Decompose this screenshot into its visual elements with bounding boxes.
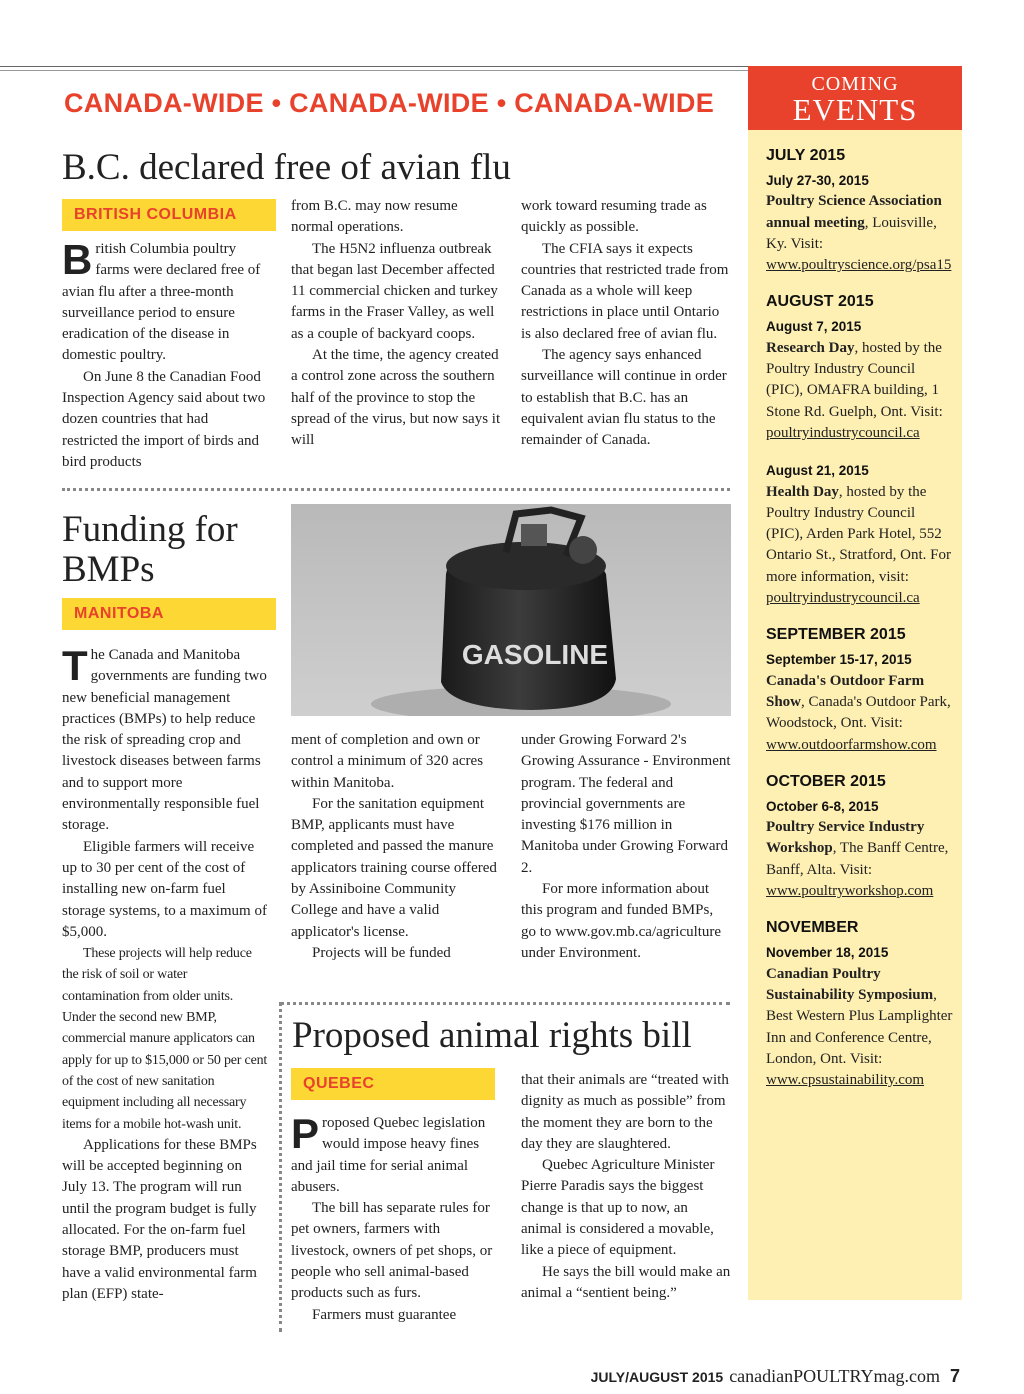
article3-paragraph: Farmers must guarantee [312, 1306, 457, 1323]
article3-headline: Proposed animal rights bill [292, 1015, 692, 1056]
dotted-divider [62, 488, 730, 491]
event-link[interactable]: www.poultryscience.org/psa15 [766, 257, 952, 274]
article1-column-2 [291, 196, 501, 452]
article3-column-2 [521, 1070, 731, 1304]
section-banner: CANADA-WIDE • CANADA-WIDE • CANADA-WIDE [64, 88, 715, 118]
event-link[interactable]: poultryindustrycouncil.ca [766, 424, 920, 441]
article2-paragraph: Eligible farmers will receive up to 30 per cent of the cost of installing new on-farm fuel storage systems, to a maximum of $5,000. [62, 838, 267, 940]
article2-paragraph: ment of completion and own or control a minimum of 320 acres within Manitoba. [291, 732, 484, 791]
event-item [766, 316, 954, 444]
article1-paragraph: The agency says enhanced surveillance will continue in order to establish that B.C. has an equivalent avian flu status to the remainder of Canada. [521, 347, 727, 449]
article1-paragraph: On June 8 the Canadian Food Inspection Agency said about two dozen countries that had restricted the import of birds and bird products [62, 368, 266, 470]
article3-paragraph: The bill has separate rules for pet owners, farmers with livestock, owners of pet shops, or people who sell animal-based products such as furs. [291, 1200, 493, 1302]
article1-paragraph: The H5N2 influenza outbreak that began last December affected 11 commercial chicken and turkey farms in the Fraser Valley, as well as a couple of backyard coops. [291, 240, 498, 342]
event-date: October 6-8, 2015 [766, 798, 879, 814]
gasoline-can-image [291, 504, 731, 716]
event-name: Poultry Service Industry Workshop [766, 819, 925, 857]
month-heading: OCTOBER 2015 [766, 772, 886, 790]
page-number: 7 [949, 1366, 960, 1386]
month-heading: AUGUST 2015 [766, 293, 874, 311]
article1-paragraph: work toward resuming trade as quickly as possible. [521, 198, 707, 236]
article3-column-1 [291, 1110, 499, 1326]
article2-column-1 [62, 642, 268, 1305]
article3-paragraph: Quebec Agriculture Minister Pierre Paradis says the biggest change is that up to now, an animal is considered a movable, like a piece of equipment. [521, 1157, 715, 1259]
event-detail: , Louisville, Ky. Visit: [766, 214, 937, 252]
article3-paragraph: that their animals are “treated with dignity as much as possible” from the moment they are born to the day they are slaughtered. [521, 1072, 729, 1152]
event-date: September 15-17, 2015 [766, 652, 912, 668]
event-link[interactable]: www.poultryworkshop.com [766, 883, 934, 900]
article2-paragraph: These projects will help reduce the risk of soil or water contamination from older units. Under the second new BMP, commercial manure applicators can apply for up to $15,000 or 50 per cent of the cost of new sanitation equipment including all necessary items for a mobile hot-wash unit. [62, 946, 268, 1132]
events-label: EVENTS [792, 92, 918, 127]
article2-paragraph: For the sanitation equipment BMP, applicants must have completed and passed the manure applicators training course offered by Assiniboine Community College and have a valid applicator's license. [291, 795, 497, 940]
drop-cap: P [291, 1110, 320, 1157]
drop-cap: B [62, 236, 93, 283]
article3-region-tag: QUEBEC [291, 1068, 495, 1100]
event-date: August 7, 2015 [766, 319, 862, 335]
article2-region-tag: MANITOBA [62, 598, 276, 630]
page-footer [580, 1366, 960, 1387]
event-link[interactable]: poultryindustrycouncil.ca [766, 590, 920, 607]
coming-label: COMING [811, 73, 899, 95]
dotted-divider [280, 1002, 730, 1005]
article1-paragraph: from B.C. may now resume normal operations. [291, 198, 458, 236]
event-detail: , Canada's Outdoor Park, Woodstock, Ont. Visit: [766, 693, 951, 732]
photo-label-text: GASOLINE [461, 639, 609, 670]
event-link[interactable]: www.outdoorfarmshow.com [766, 736, 937, 753]
article1-headline: B.C. declared free of avian flu [62, 147, 511, 188]
event-name: Canadian Poultry Sustainability Symposium [766, 965, 934, 1003]
event-date: November 18, 2015 [766, 945, 889, 961]
event-name: Canada's Outdoor Farm Show [766, 672, 925, 710]
drop-cap: T [62, 642, 88, 689]
event-date: July 27-30, 2015 [766, 173, 869, 188]
article2-paragraph: The Canada and Manitoba governments are funding two new beneficial management practices (BMPs) to help reduce the risk of spreading crop and livestock diseases between farms and to support more environmentally responsible fuel storage. [62, 642, 267, 834]
article2-paragraph: under Growing Forward 2's Growing Assurance - Environment program. The federal and provincial governments are investing $176 million in Manitoba under Growing Forward 2. [521, 732, 731, 876]
article2-paragraph: Applications for these BMPs will be accepted beginning on July 13. The program will run until the program budget is fully allocated. For the on-farm fuel storage BMP, producers must have a valid environmental farm plan (EFP) state- [62, 1136, 257, 1302]
article1-paragraph: At the time, the agency created a control zone across the southern half of the province to stop the spread of the virus, but now says it will [291, 347, 501, 449]
month-heading: NOVEMBER [766, 919, 859, 937]
event-detail: , Best Western Plus Lamplighter Inn and Conference Centre, London, Ont. Visit: [766, 986, 953, 1067]
event-name: Poultry Science Association annual meeting [766, 193, 942, 231]
month-heading: SEPTEMBER 2015 [766, 626, 906, 644]
article1-paragraph: British Columbia poultry farms were declared free of avian flu after a three-month surveillance period to ensure eradication of the disease in domestic poultry. [62, 236, 261, 364]
top-rule-inner [0, 70, 748, 71]
article1-region-tag: BRITISH COLUMBIA [62, 199, 276, 231]
article1-column-1 [62, 236, 266, 473]
article3-paragraph: He says the bill would make an animal a “sentient being.” [521, 1263, 731, 1301]
event-detail: , hosted by the Poultry Industry Council (PIC), Arden Park Hotel, 552 Ontario St., Stratford, Ont. For more information, visit: [766, 483, 951, 585]
event-link[interactable]: www.cpsustainability.com [766, 1072, 925, 1089]
article1-column-3 [521, 196, 731, 452]
article3-paragraph: Proposed Quebec legislation would impose heavy fines and jail time for serial animal abusers. [291, 1110, 486, 1195]
article2-column-2 [291, 730, 501, 964]
events-list [766, 146, 954, 1101]
issue-date: JULY/AUGUST 2015 [590, 1369, 724, 1385]
article2-headline: Funding for BMPs [62, 509, 238, 590]
event-item [766, 649, 954, 755]
article1-paragraph: The CFIA says it expects countries that restricted trade from Canada as a whole will keep restrictions in place until Ontario is also declared free of avian flu. [521, 240, 729, 342]
dotted-divider-vertical [279, 1002, 282, 1332]
magazine-site: canadianPOULTRYmag.com [729, 1366, 940, 1386]
event-detail: , The Banff Centre, Banff, Alta. Visit: [766, 840, 949, 878]
article2-paragraph: Projects will be funded [312, 944, 451, 961]
event-name: Health Day [766, 483, 839, 500]
event-item [766, 796, 954, 902]
event-item [766, 170, 954, 276]
event-detail: , hosted by the Poultry Industry Council (PIC), OMAFRA building, 1 Stone Rd. Guelph, Ont. Visit: [766, 339, 943, 420]
event-item [766, 460, 954, 609]
top-rule [0, 66, 748, 67]
event-date: August 21, 2015 [766, 463, 869, 479]
gasoline-can-photo [291, 504, 731, 716]
article2-paragraph: For more information about this program and funded BMPs, go to www.gov.mb.ca/agriculture under Environment. [521, 881, 722, 961]
event-name: Research Day [766, 339, 855, 356]
article2-column-3 [521, 730, 731, 964]
coming-events-header [748, 66, 962, 130]
event-item [766, 942, 954, 1091]
month-heading: JULY 2015 [766, 147, 846, 164]
